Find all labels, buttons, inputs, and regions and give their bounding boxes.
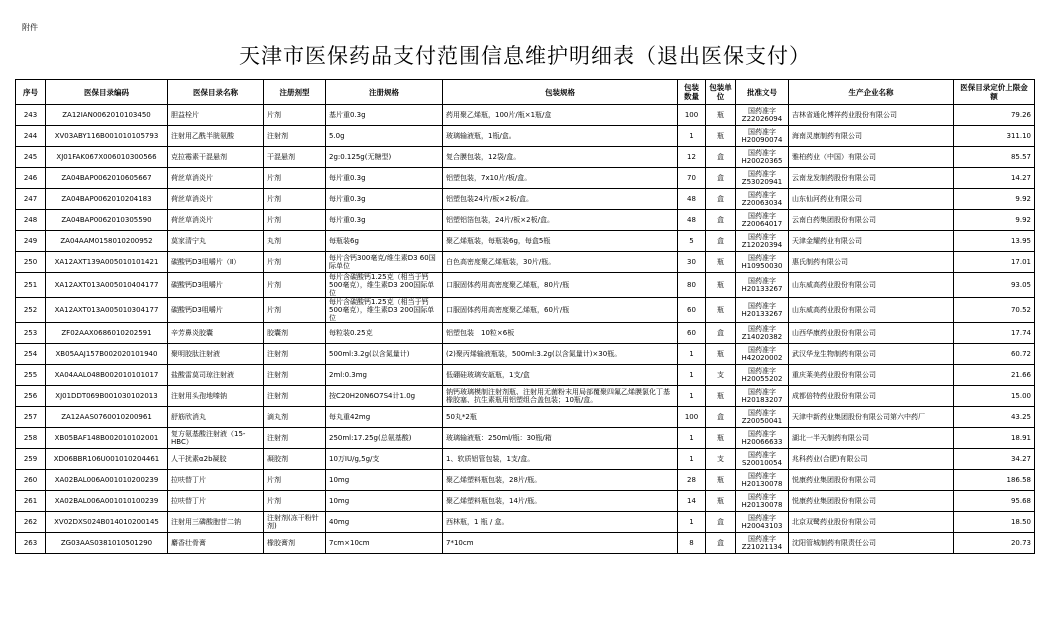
cell-seq: 259 (16, 449, 46, 470)
cell-manufacturer: 成都倍特药业股份有限公司 (789, 386, 954, 407)
cell-spec: 每片重0.3g (326, 210, 443, 231)
cell-approval-no: 国药准字Z21021134 (736, 533, 789, 554)
cell-dosage-form: 干混悬剂 (264, 147, 326, 168)
cell-package-spec: 聚乙烯塑料瓶包装，28片/瓶。 (443, 470, 678, 491)
cell-price-cap: 17.01 (954, 252, 1035, 273)
cell-package-spec: 白色高密度聚乙烯瓶装，30片/瓶。 (443, 252, 678, 273)
cell-manufacturer: 兆科药业(合肥)有限公司 (789, 449, 954, 470)
cell-seq: 245 (16, 147, 46, 168)
cell-dosage-form: 片剂 (264, 210, 326, 231)
cell-catalog-name: 碳酸钙D3咀嚼片 (168, 298, 264, 323)
cell-catalog-name: 注射用三磷酸胞苷二钠 (168, 512, 264, 533)
cell-spec: 5.0g (326, 126, 443, 147)
cell-package-qty: 12 (678, 147, 706, 168)
cell-package-unit: 盒 (706, 231, 736, 252)
cell-dosage-form: 丸剂 (264, 231, 326, 252)
cell-price-cap: 93.05 (954, 273, 1035, 298)
cell-price-cap: 186.58 (954, 470, 1035, 491)
cell-approval-no: 国药准字H20066633 (736, 428, 789, 449)
cell-approval-no: 国药准字Z12020394 (736, 231, 789, 252)
cell-manufacturer: 武汉华龙生物制药有限公司 (789, 344, 954, 365)
table-row (16, 470, 1035, 491)
cell-package-unit: 瓶 (706, 470, 736, 491)
cell-manufacturer: 山东仙河药业有限公司 (789, 189, 954, 210)
cell-package-spec: 西林瓶，1 瓶 / 盒。 (443, 512, 678, 533)
cell-approval-no: 国药准字H20130078 (736, 491, 789, 512)
cell-spec: 每粒装0.25克 (326, 323, 443, 344)
cell-catalog-name: 荷丝草消炎片 (168, 168, 264, 189)
cell-package-unit: 盒 (706, 210, 736, 231)
cell-catalog-name: 荷丝草消炎片 (168, 189, 264, 210)
cell-approval-no: 国药准字H20043103 (736, 512, 789, 533)
cell-approval-no: 国药准字Z20064017 (736, 210, 789, 231)
cell-package-qty: 100 (678, 105, 706, 126)
cell-spec: 每片含碳酸钙1.25克（相当于钙500毫克），维生素D3 200国际单位 (326, 298, 443, 323)
cell-package-spec: 药用聚乙烯瓶，100片/瓶×1瓶/盒 (443, 105, 678, 126)
header-row (16, 80, 1035, 105)
cell-catalog-code: XD06BBR106U001010204461 (46, 449, 168, 470)
cell-manufacturer: 湖北一半天制药有限公司 (789, 428, 954, 449)
cell-approval-no: 国药准字H10950030 (736, 252, 789, 273)
cell-package-unit: 瓶 (706, 491, 736, 512)
cell-dosage-form: 片剂 (264, 168, 326, 189)
cell-manufacturer: 天津金耀药业有限公司 (789, 231, 954, 252)
cell-dosage-form: 片剂 (264, 252, 326, 273)
cell-dosage-form: 片剂 (264, 470, 326, 491)
cell-manufacturer: 山东威高药业股份有限公司 (789, 298, 954, 323)
cell-catalog-name: 注射用头孢地嗪钠 (168, 386, 264, 407)
cell-package-qty: 8 (678, 533, 706, 554)
cell-catalog-code: ZA12IAN0062010103450 (46, 105, 168, 126)
cell-dosage-form: 凝胶剂 (264, 449, 326, 470)
cell-manufacturer: 天津中新药业集团股份有限公司第六中药厂 (789, 407, 954, 428)
cell-price-cap: 9.92 (954, 210, 1035, 231)
cell-catalog-code: XV02DXS024B014010200145 (46, 512, 168, 533)
cell-approval-no: 国药准字Z20063034 (736, 189, 789, 210)
cell-package-spec: 口服固体药用高密度聚乙烯瓶，60片/瓶 (443, 298, 678, 323)
cell-package-unit: 支 (706, 365, 736, 386)
cell-approval-no: 国药准字Z22026094 (736, 105, 789, 126)
cell-price-cap: 17.74 (954, 323, 1035, 344)
cell-catalog-code: XJ01FAK067X006010300566 (46, 147, 168, 168)
table-row (16, 365, 1035, 386)
cell-manufacturer: 山东威高药业股份有限公司 (789, 273, 954, 298)
cell-seq: 244 (16, 126, 46, 147)
cell-spec: 每丸重42mg (326, 407, 443, 428)
cell-catalog-name: 荷丝草消炎片 (168, 210, 264, 231)
cell-manufacturer: 北京双鹭药业股份有限公司 (789, 512, 954, 533)
cell-catalog-code: ZA04BAP0062010305590 (46, 210, 168, 231)
cell-package-qty: 1 (678, 449, 706, 470)
cell-catalog-code: XA02BAL006A001010200239 (46, 470, 168, 491)
cell-catalog-name: 辛芳鼻炎胶囊 (168, 323, 264, 344)
cell-catalog-code: ZA04BAP0062010605667 (46, 168, 168, 189)
cell-spec: 2g:0.125g(无糖型) (326, 147, 443, 168)
cell-price-cap: 34.27 (954, 449, 1035, 470)
cell-spec: 基片重0.3g (326, 105, 443, 126)
cell-seq: 247 (16, 189, 46, 210)
table-row (16, 210, 1035, 231)
cell-manufacturer: 惠氏制药有限公司 (789, 252, 954, 273)
column-header-package-unit: 包装单位 (706, 80, 736, 105)
cell-spec: 250ml:17.25g(总氨基酸) (326, 428, 443, 449)
cell-package-spec: 复合膜包装，12袋/盒。 (443, 147, 678, 168)
cell-catalog-name: 盐酸雷莫司琼注射液 (168, 365, 264, 386)
cell-catalog-code: XA02BAL006A001010100239 (46, 491, 168, 512)
column-header-price-cap: 医保目录定价上限金额 (954, 80, 1035, 105)
cell-seq: 263 (16, 533, 46, 554)
cell-approval-no: 国药准字Z20050041 (736, 407, 789, 428)
cell-package-unit: 盒 (706, 189, 736, 210)
cell-seq: 260 (16, 470, 46, 491)
cell-dosage-form: 注射剂(冻干粉针剂) (264, 512, 326, 533)
table-row (16, 273, 1035, 298)
cell-manufacturer: 沈阳管城制药有限责任公司 (789, 533, 954, 554)
cell-package-unit: 瓶 (706, 298, 736, 323)
cell-seq: 261 (16, 491, 46, 512)
cell-package-unit: 瓶 (706, 273, 736, 298)
table-body (16, 105, 1035, 554)
cell-package-qty: 1 (678, 365, 706, 386)
cell-price-cap: 14.27 (954, 168, 1035, 189)
cell-catalog-code: XA12AXT139A005010101421 (46, 252, 168, 273)
cell-price-cap: 70.52 (954, 298, 1035, 323)
cell-package-unit: 瓶 (706, 126, 736, 147)
cell-spec: 按C20H20N6O7S4计1.0g (326, 386, 443, 407)
cell-price-cap: 43.25 (954, 407, 1035, 428)
cell-package-qty: 30 (678, 252, 706, 273)
cell-spec: 每片含碳酸钙1.25克（相当于钙500毫克），维生素D3 200国际单位 (326, 273, 443, 298)
cell-price-cap: 18.91 (954, 428, 1035, 449)
cell-catalog-name: 舒筋欣消丸 (168, 407, 264, 428)
cell-catalog-code: XB05AAJ157B002020101940 (46, 344, 168, 365)
table-row (16, 428, 1035, 449)
cell-package-unit: 瓶 (706, 252, 736, 273)
cell-manufacturer: 山西华康药业股份有限公司 (789, 323, 954, 344)
cell-catalog-code: XJ01DDT069B001030102013 (46, 386, 168, 407)
cell-dosage-form: 胶囊剂 (264, 323, 326, 344)
cell-seq: 243 (16, 105, 46, 126)
cell-approval-no: 国药准字H20133267 (736, 298, 789, 323)
cell-package-qty: 48 (678, 210, 706, 231)
cell-manufacturer: 重庆莱美药业股份有限公司 (789, 365, 954, 386)
attachment-label: 附件 (22, 23, 38, 32)
cell-package-spec: 口服固体药用高密度聚乙烯瓶，80片/瓶 (443, 273, 678, 298)
column-header-catalog-name: 医保目录名称 (168, 80, 264, 105)
cell-package-qty: 1 (678, 386, 706, 407)
cell-catalog-name: 拉呋替丁片 (168, 491, 264, 512)
cell-seq: 254 (16, 344, 46, 365)
cell-dosage-form: 片剂 (264, 491, 326, 512)
cell-catalog-name: 碳酸钙D3咀嚼片 (168, 273, 264, 298)
cell-package-qty: 5 (678, 231, 706, 252)
cell-package-qty: 100 (678, 407, 706, 428)
cell-seq: 251 (16, 273, 46, 298)
table-row (16, 105, 1035, 126)
cell-seq: 255 (16, 365, 46, 386)
cell-seq: 250 (16, 252, 46, 273)
cell-package-qty: 1 (678, 126, 706, 147)
cell-package-unit: 瓶 (706, 344, 736, 365)
cell-dosage-form: 注射剂 (264, 428, 326, 449)
cell-manufacturer: 雅柏药业（中国）有限公司 (789, 147, 954, 168)
cell-package-unit: 盒 (706, 407, 736, 428)
cell-package-spec: 聚乙烯塑料瓶包装，14片/瓶。 (443, 491, 678, 512)
cell-spec: 10万IU/g,5g/支 (326, 449, 443, 470)
cell-catalog-code: ZA04AAM0158010200952 (46, 231, 168, 252)
cell-package-spec: 50丸*2瓶 (443, 407, 678, 428)
cell-package-spec: 低硼硅玻璃安瓿瓶，1支/盒 (443, 365, 678, 386)
cell-dosage-form: 片剂 (264, 273, 326, 298)
cell-catalog-code: XB05BAF148B002010102001 (46, 428, 168, 449)
cell-spec: 500ml:3.2g(以含氮量计) (326, 344, 443, 365)
cell-price-cap: 311.10 (954, 126, 1035, 147)
cell-package-unit: 盒 (706, 168, 736, 189)
cell-seq: 262 (16, 512, 46, 533)
cell-package-spec: (2)聚丙烯输液瓶装，500ml:3.2g(以含氮量计)×30瓶。 (443, 344, 678, 365)
cell-catalog-name: 麝香壮骨膏 (168, 533, 264, 554)
cell-dosage-form: 片剂 (264, 298, 326, 323)
cell-package-unit: 盒 (706, 512, 736, 533)
cell-catalog-name: 胆益栓片 (168, 105, 264, 126)
table-row (16, 323, 1035, 344)
table-row (16, 189, 1035, 210)
column-header-approval-no: 批准文号 (736, 80, 789, 105)
cell-approval-no: 国药准字H20133267 (736, 273, 789, 298)
table-row (16, 407, 1035, 428)
table-row (16, 298, 1035, 323)
cell-spec: 2ml:0.3mg (326, 365, 443, 386)
cell-package-qty: 48 (678, 189, 706, 210)
cell-dosage-form: 滴丸剂 (264, 407, 326, 428)
cell-approval-no: 国药准字H42020002 (736, 344, 789, 365)
cell-seq: 248 (16, 210, 46, 231)
cell-catalog-code: XA12AXT013A005010404177 (46, 273, 168, 298)
cell-manufacturer: 吉林省通化博祥药业股份有限公司 (789, 105, 954, 126)
cell-seq: 256 (16, 386, 46, 407)
cell-approval-no: 国药准字H20183207 (736, 386, 789, 407)
cell-catalog-name: 注射用乙酰半胱氨酸 (168, 126, 264, 147)
column-header-catalog-code: 医保目录编码 (46, 80, 168, 105)
cell-price-cap: 18.50 (954, 512, 1035, 533)
cell-package-unit: 盒 (706, 533, 736, 554)
cell-manufacturer: 云南龙发制药股份有限公司 (789, 168, 954, 189)
cell-package-spec: 玻璃输液瓶，1瓶/盒。 (443, 126, 678, 147)
cell-spec: 7cm×10cm (326, 533, 443, 554)
cell-catalog-code: ZG03AAS0381010501290 (46, 533, 168, 554)
cell-seq: 249 (16, 231, 46, 252)
cell-approval-no: 国药准字Z53020941 (736, 168, 789, 189)
cell-seq: 258 (16, 428, 46, 449)
column-header-package-spec: 包装规格 (443, 80, 678, 105)
detail-table (15, 79, 1035, 554)
cell-package-unit: 瓶 (706, 386, 736, 407)
cell-catalog-name: 人干扰素α2b凝胶 (168, 449, 264, 470)
cell-price-cap: 85.57 (954, 147, 1035, 168)
cell-spec: 每片含钙300毫克/维生素D3 60国际单位 (326, 252, 443, 273)
table-row (16, 512, 1035, 533)
cell-catalog-name: 克拉霉素干混悬剂 (168, 147, 264, 168)
column-header-spec: 注册规格 (326, 80, 443, 105)
cell-spec: 10mg (326, 491, 443, 512)
cell-spec: 每片重0.3g (326, 189, 443, 210)
cell-package-spec: 1、软质铝管包装，1支/盒。 (443, 449, 678, 470)
cell-approval-no: 国药准字Z14020382 (736, 323, 789, 344)
table-row (16, 449, 1035, 470)
cell-catalog-name: 碳酸钙D3咀嚼片（Ⅱ） (168, 252, 264, 273)
cell-spec: 每瓶装6g (326, 231, 443, 252)
table-row (16, 386, 1035, 407)
cell-manufacturer: 悦康药业集团股份有限公司 (789, 470, 954, 491)
cell-catalog-name: 聚明胶肽注射液 (168, 344, 264, 365)
cell-package-qty: 14 (678, 491, 706, 512)
cell-package-spec: 铝塑包装，7x10片/板/盒。 (443, 168, 678, 189)
column-header-dosage-form: 注册剂型 (264, 80, 326, 105)
cell-price-cap: 15.00 (954, 386, 1035, 407)
table-row (16, 344, 1035, 365)
cell-dosage-form: 注射剂 (264, 126, 326, 147)
cell-package-qty: 28 (678, 470, 706, 491)
cell-package-qty: 1 (678, 428, 706, 449)
cell-manufacturer: 云南白药集团股份有限公司 (789, 210, 954, 231)
cell-spec: 10mg (326, 470, 443, 491)
column-header-seq: 序号 (16, 80, 46, 105)
cell-approval-no: 国药准字H20130078 (736, 470, 789, 491)
cell-price-cap: 79.26 (954, 105, 1035, 126)
table-row (16, 168, 1035, 189)
cell-approval-no: 国药准字H20055202 (736, 365, 789, 386)
cell-seq: 246 (16, 168, 46, 189)
cell-dosage-form: 片剂 (264, 189, 326, 210)
cell-catalog-code: ZA12AAS0760010200961 (46, 407, 168, 428)
cell-dosage-form: 注射剂 (264, 365, 326, 386)
cell-catalog-name: 莫家清宁丸 (168, 231, 264, 252)
cell-approval-no: 国药准字S20010054 (736, 449, 789, 470)
cell-package-spec: 7*10cm (443, 533, 678, 554)
table-row (16, 126, 1035, 147)
cell-package-spec: 铝塑铝箔包装，24片/板×2板/盒。 (443, 210, 678, 231)
table-row (16, 252, 1035, 273)
cell-package-qty: 60 (678, 323, 706, 344)
cell-price-cap: 21.66 (954, 365, 1035, 386)
cell-seq: 253 (16, 323, 46, 344)
cell-package-unit: 瓶 (706, 428, 736, 449)
cell-catalog-code: ZA04BAP0062010204183 (46, 189, 168, 210)
cell-package-unit: 盒 (706, 147, 736, 168)
cell-spec: 每片重0.3g (326, 168, 443, 189)
cell-price-cap: 13.95 (954, 231, 1035, 252)
cell-approval-no: 国药准字H20020365 (736, 147, 789, 168)
column-header-manufacturer: 生产企业名称 (789, 80, 954, 105)
table-row (16, 147, 1035, 168)
cell-manufacturer: 悦康药业集团股份有限公司 (789, 491, 954, 512)
table-row (16, 491, 1035, 512)
cell-manufacturer: 海南灵康制药有限公司 (789, 126, 954, 147)
table-row (16, 231, 1035, 252)
cell-package-spec: 聚乙烯瓶装，每瓶装6g，每盒5瓶 (443, 231, 678, 252)
cell-package-spec: 铝塑包装24片/板×2板/盒。 (443, 189, 678, 210)
cell-package-spec: 钠钙玻璃模制注射剂瓶、注射用无菌粉末用局部覆聚四氟乙烯膜氯化丁基橡胶塞、抗生素瓶用铝塑组合盖包装；10瓶/盒。 (443, 386, 678, 407)
cell-package-spec: 铝塑包装 10粒×6板 (443, 323, 678, 344)
cell-package-qty: 80 (678, 273, 706, 298)
page-title: 天津市医保药品支付范围信息维护明细表（退出医保支付） (239, 44, 811, 68)
cell-package-qty: 1 (678, 512, 706, 533)
cell-package-unit: 盒 (706, 323, 736, 344)
column-header-package-qty: 包装数量 (678, 80, 706, 105)
cell-catalog-name: 复方氨基酸注射液（15-HBC） (168, 428, 264, 449)
cell-catalog-code: XV03ABY116B001010105793 (46, 126, 168, 147)
cell-price-cap: 60.72 (954, 344, 1035, 365)
cell-seq: 252 (16, 298, 46, 323)
cell-package-qty: 60 (678, 298, 706, 323)
cell-package-spec: 玻璃输液瓶：250ml/瓶：30瓶/箱 (443, 428, 678, 449)
cell-spec: 40mg (326, 512, 443, 533)
cell-catalog-code: XA04AAL048B002010101017 (46, 365, 168, 386)
cell-price-cap: 95.68 (954, 491, 1035, 512)
cell-dosage-form: 注射剂 (264, 386, 326, 407)
table-header (16, 80, 1035, 105)
cell-catalog-name: 拉呋替丁片 (168, 470, 264, 491)
cell-catalog-code: ZF02AAX0686010202591 (46, 323, 168, 344)
cell-price-cap: 9.92 (954, 189, 1035, 210)
cell-dosage-form: 注射剂 (264, 344, 326, 365)
table-row (16, 533, 1035, 554)
cell-package-qty: 70 (678, 168, 706, 189)
cell-approval-no: 国药准字H20090074 (736, 126, 789, 147)
cell-package-unit: 支 (706, 449, 736, 470)
cell-dosage-form: 橡胶膏剂 (264, 533, 326, 554)
cell-dosage-form: 片剂 (264, 105, 326, 126)
cell-price-cap: 20.73 (954, 533, 1035, 554)
cell-seq: 257 (16, 407, 46, 428)
cell-package-unit: 瓶 (706, 105, 736, 126)
cell-package-qty: 1 (678, 344, 706, 365)
cell-catalog-code: XA12AXT013A005010304177 (46, 298, 168, 323)
